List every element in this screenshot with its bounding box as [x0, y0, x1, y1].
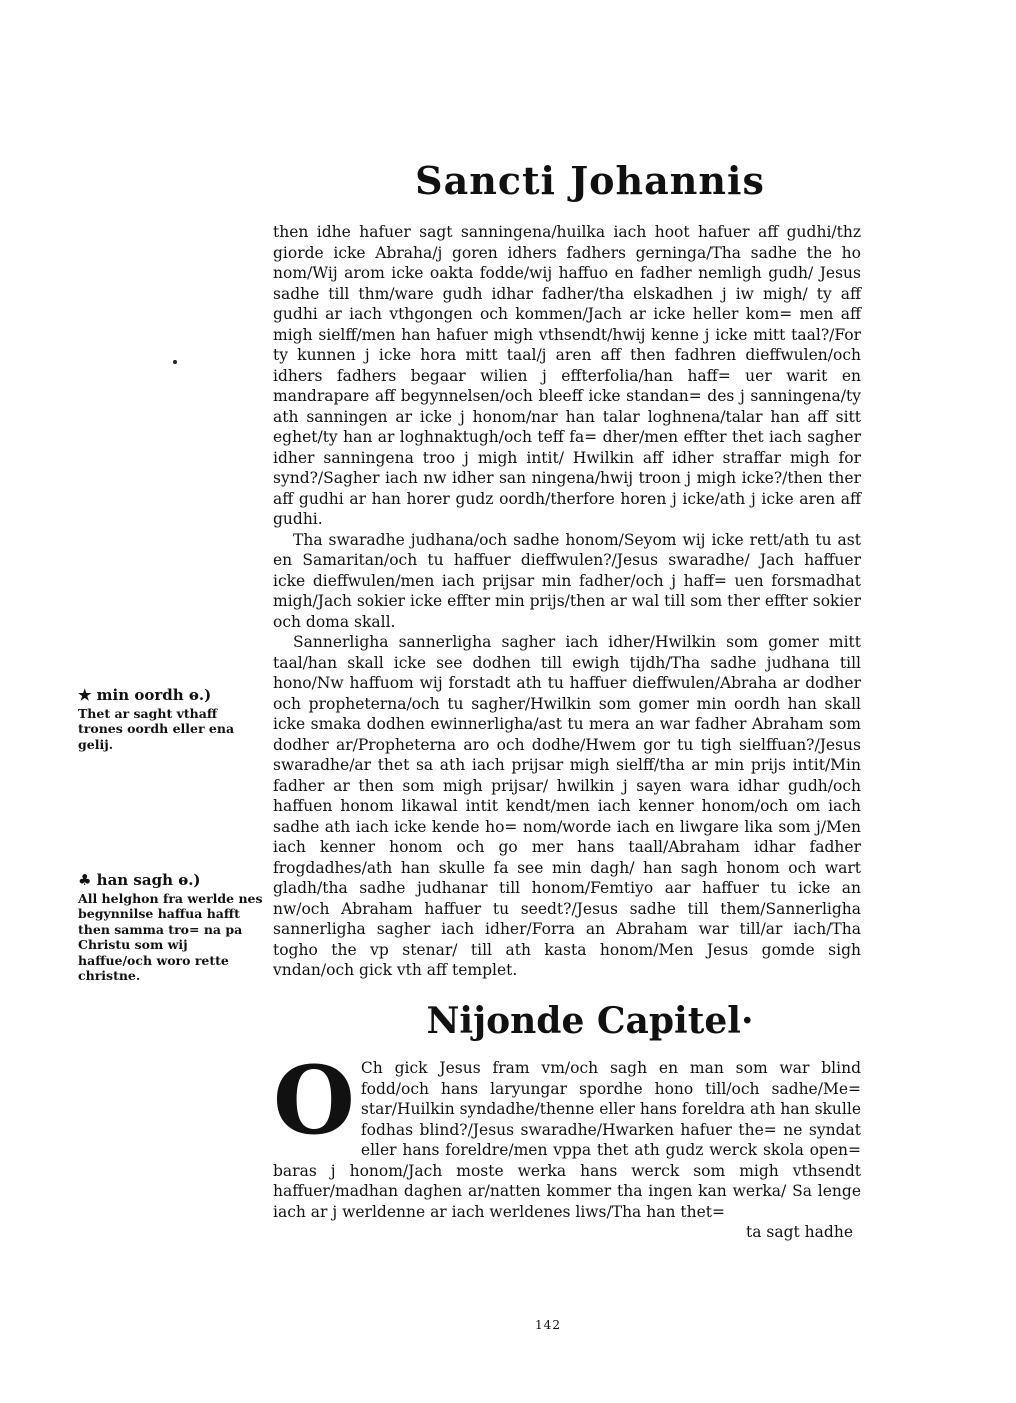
paragraph: Tha swaradhe judhana/och sadhe honom/Seyom wij icke rett/ath tu ast en Samaritan/och tu haffuer dieffwulen?/Jesus swaradhe/ Jach haffuer icke dieffwulen/men iach prijsar min fadher/och j haff= uen forsmadhat migh/Jach sokier icke effter min prijs/then ar wal till som ther effter sokier och doma skall.	[273, 530, 861, 631]
chapter-title: Nijonde Capitel·	[426, 1000, 754, 1042]
margin-note	[78, 873, 264, 984]
page-heading: Sancti Johannis	[415, 158, 765, 203]
chapter-paragraph: Ch gick Jesus fram vm/och sagh en man som war blind fodd/och hans laryungar spordhe hono till/och sadhe/Me= star/Huilkin syndadhe/thenne eller hans foreldra ath han skulle fodhas blind?/Jesus swaradhe/Hwarken hafuer the= ne syndat eller hans foreldre/men vppa thet ath gudz werck skola open= baras j honom/Jach moste werka hans werck som migh vthsendt haffuer/madhan daghen ar/natten kommer tha ingen kan werka/ Sa lenge iach ar j werldenne ar iach werldenes liws/Tha han thet=	[273, 1059, 861, 1221]
margin-note-title: ♣ han sagh ⱺ.)	[78, 871, 201, 889]
margin-note-text: All helghon fra werlde nes begynnilse haffua hafft then samma tro= na pa Christu som wij haffue/och woro rette christne.	[78, 890, 263, 983]
catchword: ta sagt hadhe	[746, 1223, 853, 1241]
margin-note-text: Thet ar saght vthaff trones oordh eller ena gelij.	[78, 705, 235, 752]
chapter-body	[273, 1046, 861, 1243]
page-number: 142	[535, 1318, 561, 1332]
margin-note	[78, 688, 264, 752]
main-text	[273, 222, 861, 981]
stray-dot	[173, 360, 177, 364]
paragraph: Sannerligha sannerligha sagher iach idher/Hwilkin som gomer mitt taal/han skall icke see dodhen till ewigh tijdh/Tha sadhe judhana till hono/Nw haffuom wij forstadt ath tu haffuer dieffwulen/Abraha ar dodher och propheterna/och tu sagher/Hwilkin som gomer min oordh han skall icke smaka dodhen ewinnerligha/ast tu mera an war fadher Abraham som dodher ar/Propheterna aro och dodhe/Hwem gor tu tigh sielffuan?/Jesus swaradhe/ar thet sa ath iach prijsar migh sielff/tha ar min prijs intit/Min fadher ar then som migh prijsar/ hwilkin j sayen wara idhar gudh/och haffuen honom likawal intit kendt/men iach kenner honom/och om iach sadhe ath iach icke kende ho= nom/worde iach en liwgare lika som j/Men iach kenner honom och go mer hans taall/Abraham idhar fadher frogdadhes/ath han skulle fa see min dagh/ han sagh honom och wart gladh/tha sadhe judhanar till honom/Femtiyo aar haffuer tu icke an nw/och Abraham haffuer tu seedt?/Jesus sadhe till them/Sannerligha sannerligha sagher iach idher/Forra an Abraham war till/ar iach/Tha togho the vp stenar/ till ath kasta honom/Men Jesus gomde sigh vndan/och gick vth aff templet.	[273, 633, 861, 979]
drop-cap: O	[273, 1046, 355, 1156]
paragraph: then idhe hafuer sagt sanningena/huilka iach hoot hafuer aff gudhi/thz giorde icke Abraha/j goren idhers fadhers gerninga/Tha sadhe the ho nom/Wij arom icke oakta fodde/wij haffuo en fadher nemligh gudh/ Jesus sadhe till thm/ware gudh idhar fadher/tha elskadhen j iw migh/ ty aff gudhi ar iach vthgongen och kommen/Jach ar icke heller kom= men aff migh sielff/men han hafuer migh vthsendt/hwij kenne j icke mitt taal?/For ty kunnen j icke hora mitt taal/j aren aff then fadhren dieffwulen/och idhers fadhers begaar wilien j effterfolia/han haff= uer warit en mandrapare aff begynnelsen/och bleeff icke standan= des j sanningena/ty ath sanningen ar icke j honom/nar han talar loghnena/talar han aff sitt eghet/ty han ar loghnaktugh/och teff fa= dher/men effter thet iach sagher idher sanningena troo j migh intit/ Hwilkin aff idher straffar migh for synd?/Sagher iach nw idher san ningena/hwij troon j migh icke?/then ther aff gudhi ar han horer gudz oordh/therfore horen j icke/ath j icke aren aff gudhi.	[273, 223, 861, 528]
margin-note-title: ★ min oordh ⱺ.)	[78, 686, 212, 704]
